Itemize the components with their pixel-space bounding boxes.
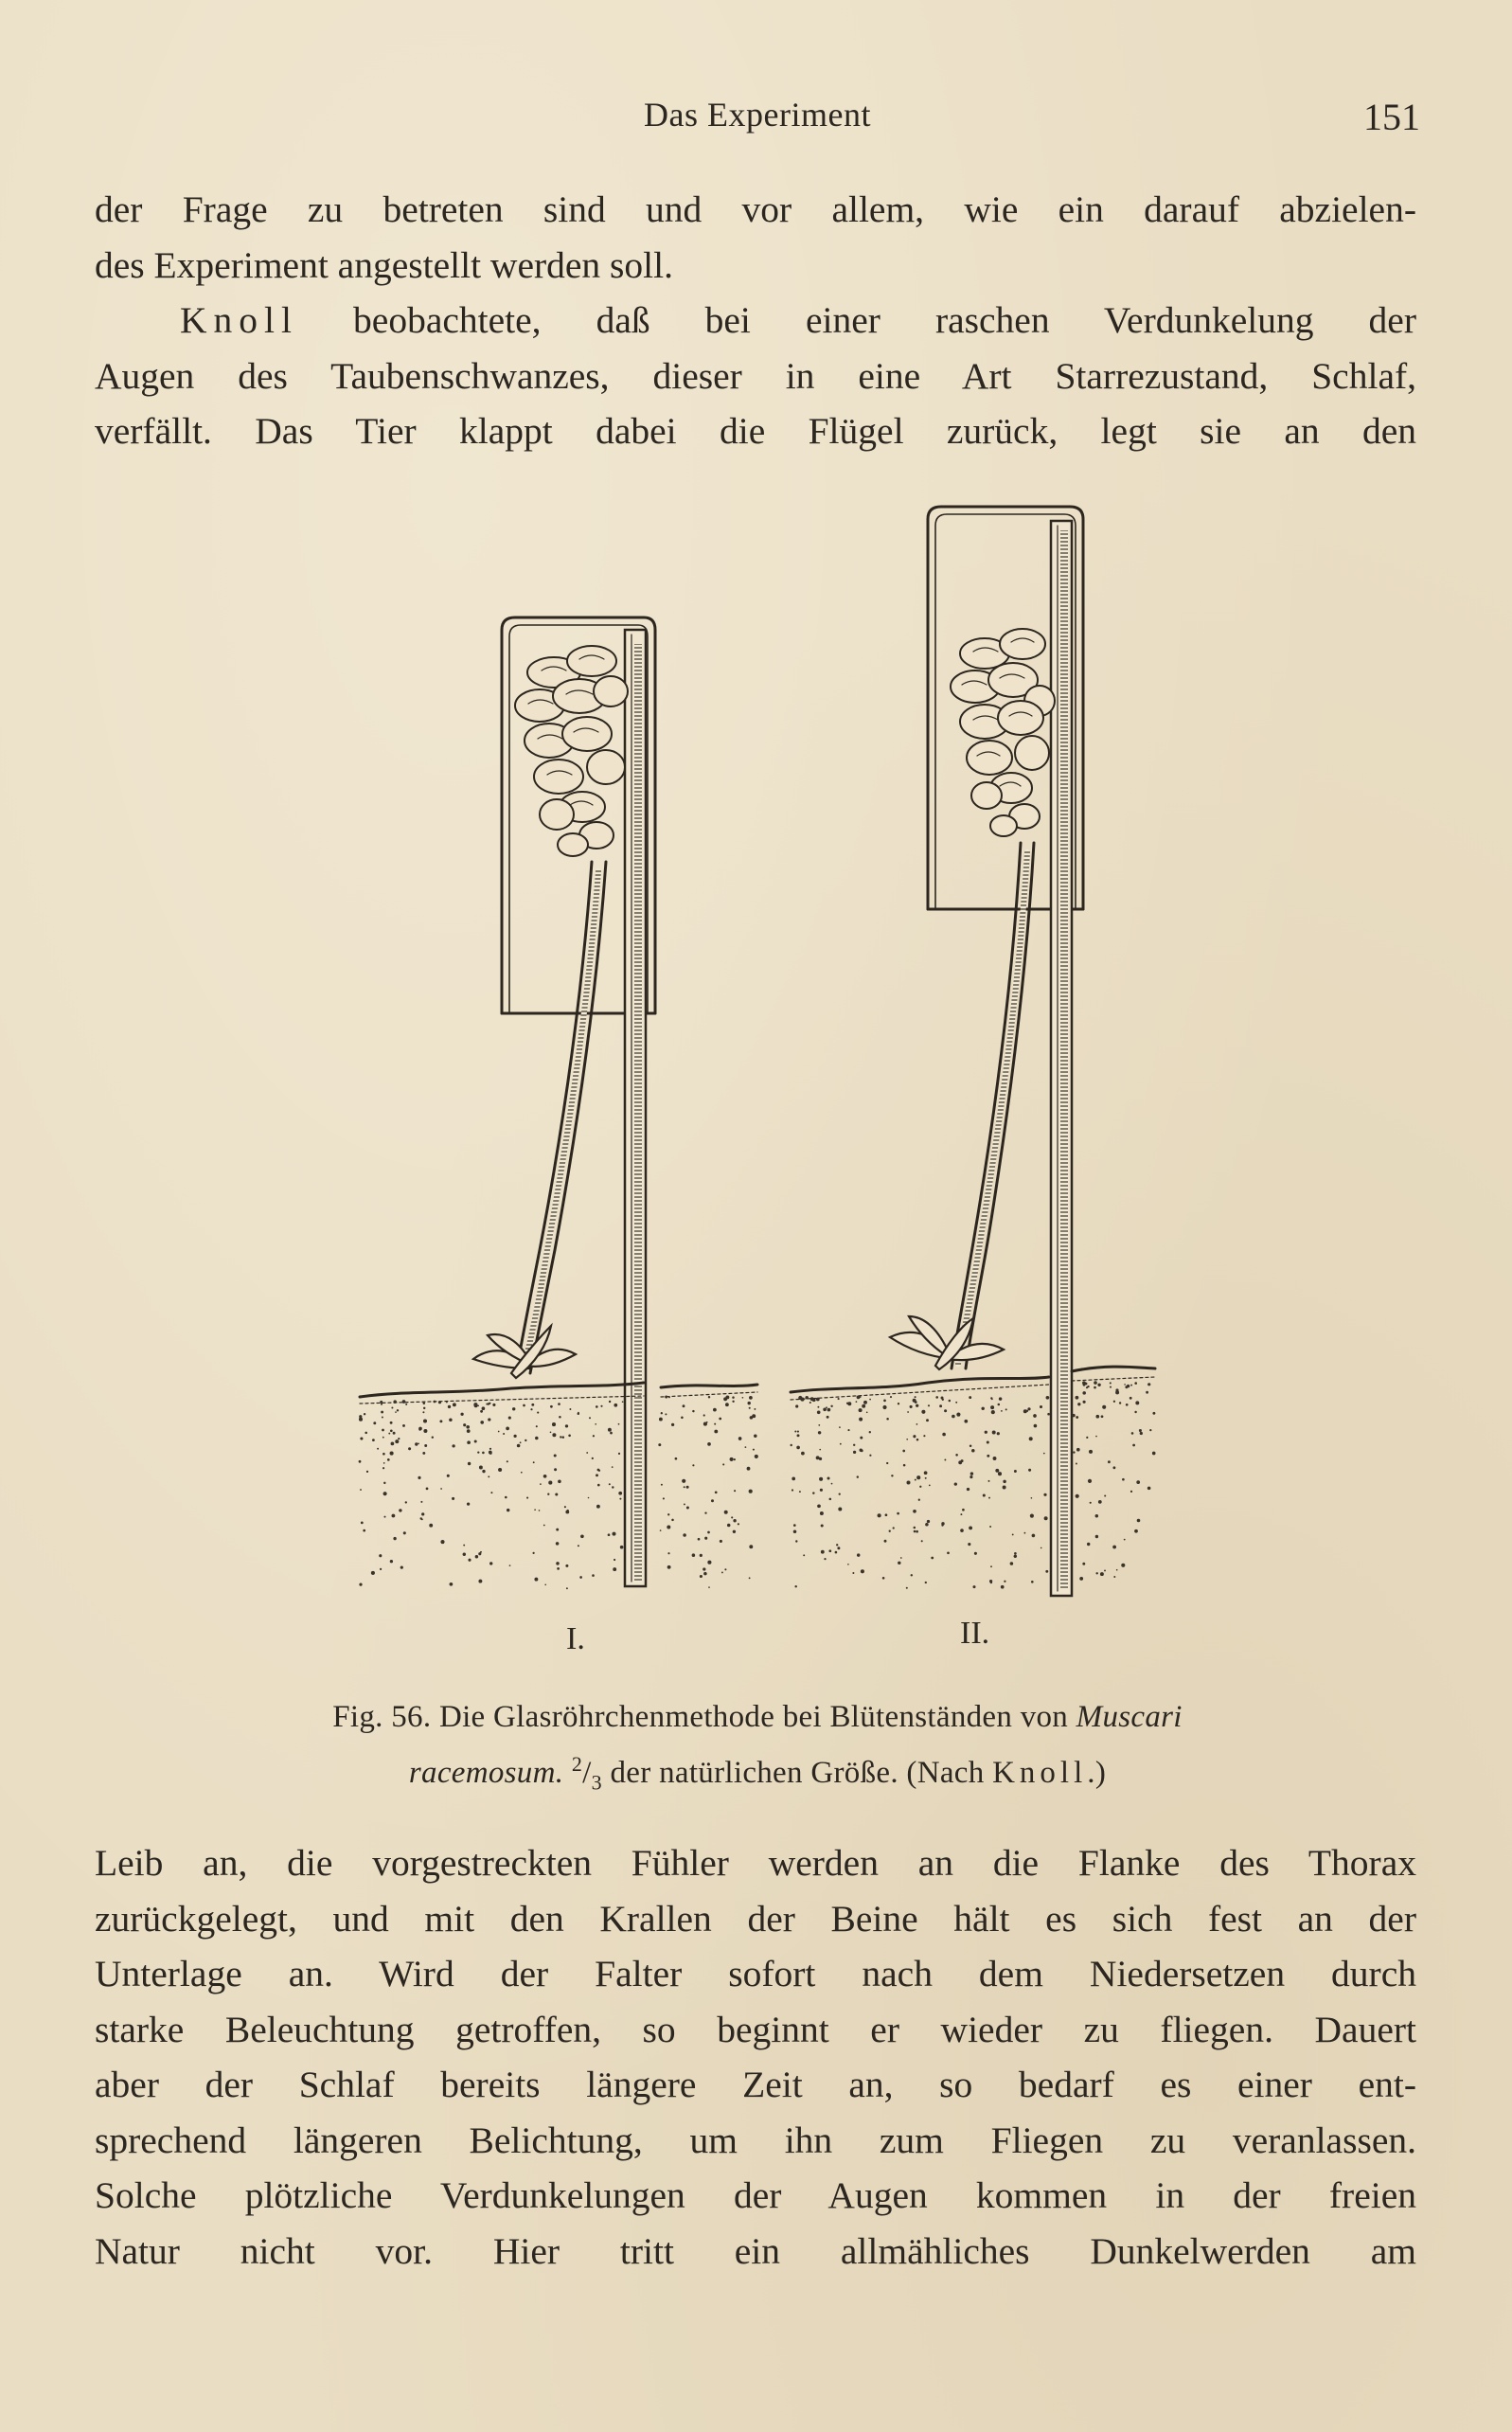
caption-line-2: racemosum. $^2/_3$ der natürlichen Größe. (Nach Knoll.) [408,1752,1107,1795]
glass-tube-drawing [322,502,1193,1676]
text-line: sprechend längeren Belichtung, um ihn zum Fliegen zu veranlassen. [95,2119,1416,2161]
soil-stipple [359,1381,1156,1589]
text-line: Natur nicht vor. Hier tritt ein allmähliches Dunkelwerden am [95,2229,1416,2272]
text-line: zurückgelegt, und mit den Krallen der Beine hält es sich fest an der [95,1897,1416,1940]
text-line: der Frage zu betreten sind und vor allem, wie ein darauf abzielen- [95,188,1416,230]
caption-author: Knoll [992,1756,1088,1790]
figure-caption [156,1693,1359,1807]
text-line: verfällt. Das Tier klappt dabei die Flügel zurück, legt sie an den [95,410,1416,452]
caption-species: racemosum. [408,1756,564,1790]
text-line: des Experiment angestellt werden soll. [95,243,673,286]
caption-line-1 [156,1693,1359,1741]
text-line: Augen des Taubenschwanzes, dieser in eine Art Starrezustand, Schlaf, [95,354,1416,397]
figure-ii [791,507,1155,1596]
body-text-top [95,182,1416,459]
running-head [95,95,1420,152]
text-line: starke Beleuchtung getroffen, so beginnt er wieder zu fliegen. Dauert [95,2008,1416,2050]
scale-denominator: 3 [591,1770,602,1795]
caption-genus: Muscari [1076,1700,1183,1734]
caption-suffix: .) [1087,1756,1107,1790]
text-line: aber der Schlaf bereits längere Zeit an, so bedarf es einer ent- [95,2064,1416,2105]
author-name: Knoll [180,299,298,341]
body-text-bottom [95,1835,1416,2279]
caption-prefix: Fig. 56. Die Glasröhrchenmethode bei Blütenständen von [332,1700,1076,1734]
text-line: Solche plötzliche Verdunkelungen der Augen kommen in der freien [95,2174,1416,2216]
running-title: Das Experiment [644,96,871,134]
figure-label-i: I. [566,1621,585,1656]
page-number: 151 [1363,96,1420,138]
scale-numerator: 2 [571,1752,583,1776]
figure-label-ii: II. [960,1616,990,1651]
text-line: Leib an, die vorgestreckten Fühler werden an die Flanke des Thorax [95,1842,1416,1884]
figure-56-illustration [322,502,1193,1676]
figure-i [360,617,757,1586]
caption-middle: der natürlichen Größe. (Nach [601,1756,993,1790]
text-line: Unterlage an. Wird der Falter sofort nach dem Niedersetzen durch [95,1953,1416,1994]
text-fragment: beobachtete, daß bei einer raschen Verdunkelung der [297,299,1416,341]
text-line [95,293,1416,349]
